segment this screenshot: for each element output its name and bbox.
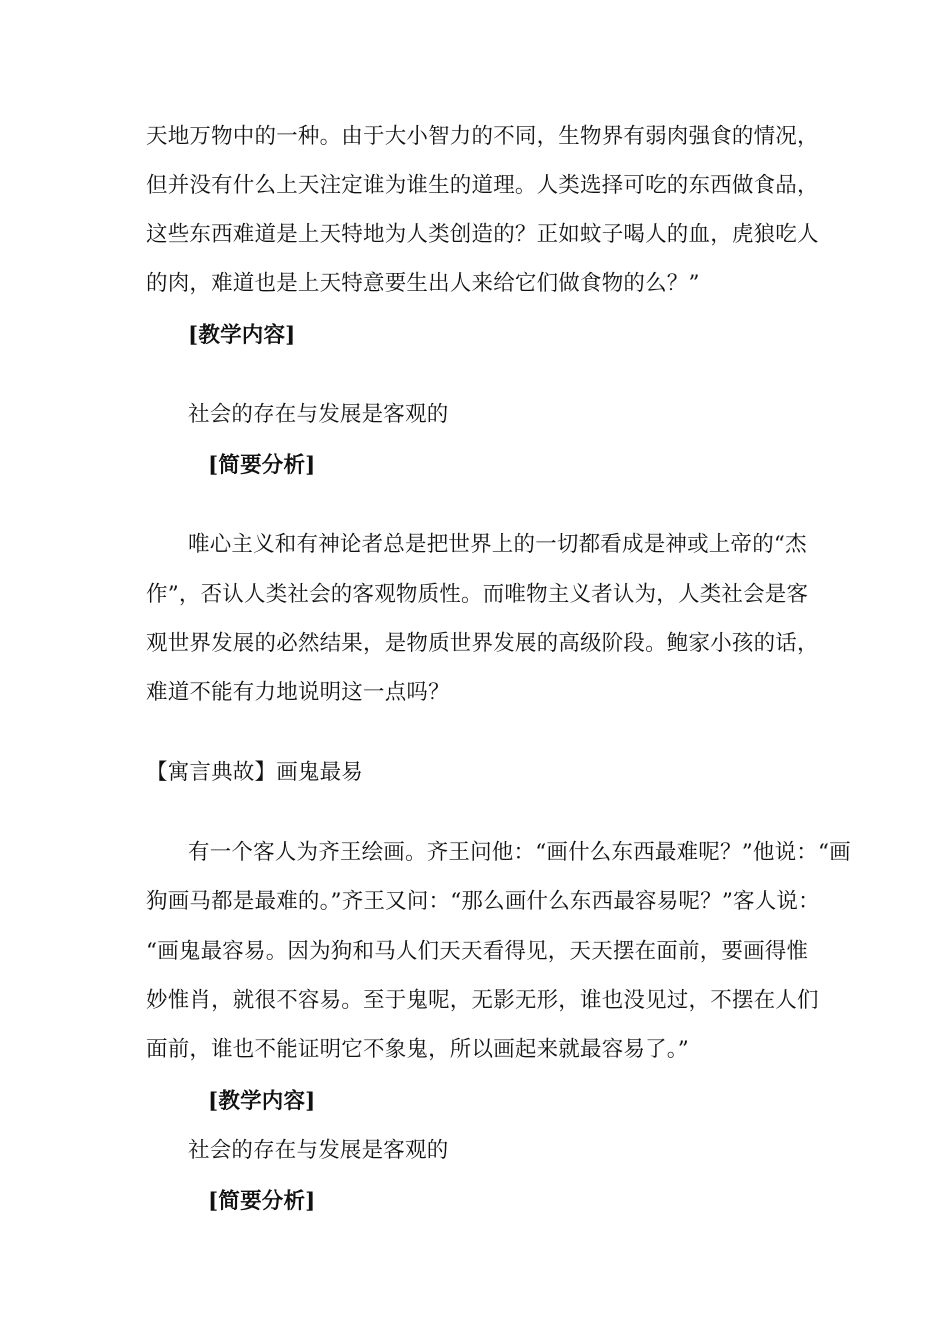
analysis-line: 难道不能有力地说明这一点吗？ [146, 680, 450, 705]
paragraph-line: 的肉，难道也是上天特意要生出人来给它们做食物的么？” [146, 271, 700, 296]
teaching-content-label: [教学内容] [188, 323, 296, 348]
analysis-line: 观世界发展的必然结果，是物质世界发展的高级阶段。鲍家小孩的话， [146, 631, 819, 656]
paragraph-line: 天地万物中的一种。由于大小智力的不同，生物界有弱肉强食的情况， [146, 124, 819, 149]
paragraph-line: 这些东西难道是上天特地为人类创造的？正如蚊子喝人的血，虎狼吃人 [146, 222, 819, 247]
analysis-line: 唯心主义和有神论者总是把世界上的一切都看成是神或上帝的“杰 [188, 532, 807, 557]
paragraph-line: 但并没有什么上天注定谁为谁生的道理。人类选择可吃的东西做食品， [146, 173, 819, 198]
analysis-label: [简要分析] [208, 453, 316, 478]
teaching-content-text: 社会的存在与发展是客观的 [188, 402, 449, 427]
fable-line: 狗画马都是最难的。”齐王又问：“那么画什么东西最容易呢？”客人说： [146, 889, 820, 914]
teaching-content-label: [教学内容] [208, 1089, 316, 1114]
fable-line: “画鬼最容易。因为狗和马人们天天看得见，天天摆在面前，要画得惟 [146, 939, 809, 964]
fable-line: 有一个客人为齐王绘画。齐王问他：“画什么东西最难呢？”他说：“画 [188, 840, 851, 865]
fable-heading: 【寓言典故】画鬼最易 [146, 760, 364, 785]
analysis-label: [简要分析] [208, 1189, 316, 1214]
teaching-content-text: 社会的存在与发展是客观的 [188, 1138, 449, 1163]
fable-line: 面前，谁也不能证明它不象鬼，所以画起来就最容易了。” [146, 1037, 689, 1062]
analysis-line: 作”，否认人类社会的客观物质性。而唯物主义者认为，人类社会是客 [146, 582, 809, 607]
fable-line: 妙惟肖，就很不容易。至于鬼呢，无影无形，谁也没见过，不摆在人们 [146, 988, 819, 1013]
